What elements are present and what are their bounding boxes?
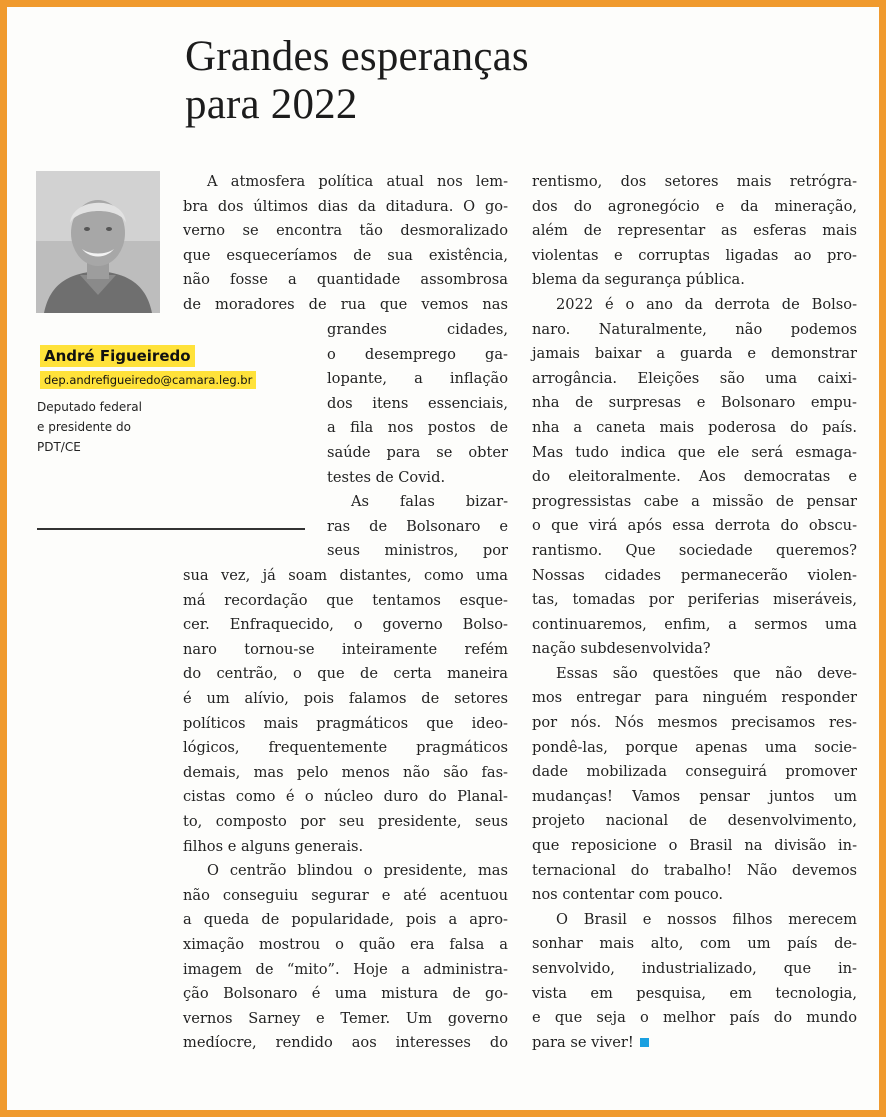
text-line: não fosse a quantidade assombrosa [183, 271, 508, 289]
text-line: grandes cidades, [327, 321, 508, 338]
author-role-line: PDT/CE [37, 440, 81, 454]
text-line: de moradores de rua que vemos nas [183, 295, 508, 313]
column-1-narrow [327, 318, 508, 564]
text-line: ção Bolsonaro é uma mistura de go- [183, 985, 508, 1003]
text-line: mos entregar para ninguém responder [532, 689, 857, 707]
text-line: blema da segurança pública. [532, 271, 745, 289]
text-line: não conseguiu segurar e até acentuou [183, 886, 508, 904]
text-line: nha a caneta mais poderosa do país. [532, 418, 857, 436]
author-role-line: Deputado federal [37, 400, 142, 414]
column-2 [532, 170, 857, 1055]
column-1-top [183, 170, 508, 318]
article-headline [185, 33, 529, 129]
text-line: o que virá após essa derrota do obscu- [532, 517, 857, 535]
text-line: violentas e corruptas ligadas ao pro- [532, 246, 857, 264]
text-line: ras de Bolsonaro e [327, 517, 508, 535]
text-line-final [532, 1031, 857, 1056]
text-line: dos itens essenciais, [327, 394, 508, 412]
text-line: progressistas cabe a missão de pensar [532, 492, 857, 510]
text-line: projeto nacional de desenvolvimento, [532, 812, 857, 830]
end-of-article-square-icon [640, 1038, 649, 1047]
text-line: rantismo. Que sociedade queremos? [532, 541, 857, 559]
text-line: Essas são questões que não deve- [556, 664, 857, 682]
text-line: dos do agronegócio e da mineração, [532, 197, 857, 215]
text-line: testes de Covid. [327, 468, 446, 486]
author-role-line: e presidente do [37, 420, 131, 434]
text-line: Nossas cidades permanecerão violen- [532, 566, 857, 584]
text-line: é um alívio, pois falamos de setores [183, 689, 508, 707]
text-line: vernos Sarney e Temer. Um governo [183, 1009, 508, 1027]
text-line: lógicos, frequentemente pragmáticos [183, 739, 508, 757]
text-line: nha de surpresas e Bolsonaro empu- [532, 394, 857, 412]
author-portrait-image [36, 171, 160, 313]
text-line: bra dos últimos dias da ditadura. O go- [183, 197, 508, 215]
text-line: medíocre, rendido aos interesses do [183, 1034, 508, 1052]
author-email: dep.andrefigueiredo@camara.leg.br [40, 371, 256, 389]
text-line: imagem de “mito”. Hoje a administra- [183, 960, 508, 978]
text-line: pondê-las, porque apenas uma socie- [532, 738, 857, 756]
headline-line-1: Grandes esperanças [185, 33, 529, 80]
text-line: O centrão blindou o presidente, mas [207, 862, 508, 880]
text-line: do centrão, o que de certa maneira [183, 665, 508, 683]
text-line: cistas como é o núcleo duro do Planal- [183, 788, 508, 806]
author-divider [37, 528, 305, 530]
text-line: e que seja o melhor país do mundo [532, 1009, 857, 1027]
text-line: a queda de popularidade, pois a apro- [183, 911, 508, 929]
text-line: verno se encontra tão desmoralizado [183, 222, 508, 240]
text-line: ximação mostrou o quão era falsa a [183, 935, 508, 953]
text-line: além de representar as esferas mais [532, 222, 857, 240]
text-line: continuaremos, enfim, a sermos uma [532, 615, 857, 633]
text-line: dade mobilizada conseguirá promover [532, 763, 857, 781]
text-line: arrogância. Eleições são uma caixi- [532, 369, 857, 387]
author-name: André Figueiredo [40, 345, 195, 367]
final-text: para se viver! [532, 1033, 634, 1051]
text-line: naro tornou-se inteiramente refém [183, 640, 508, 658]
text-line: naro. Naturalmente, não podemos [532, 320, 857, 338]
text-line: por nós. Nós mesmos precisamos res- [532, 714, 857, 732]
text-line: seus ministros, por [327, 542, 508, 560]
text-line: rentismo, dos setores mais retrógra- [532, 173, 857, 190]
text-line: que reposicione o Brasil na divisão in- [532, 837, 857, 855]
text-line: A atmosfera política atual nos lem- [207, 173, 508, 190]
text-line: políticos mais pragmáticos que ideo- [183, 714, 508, 732]
text-line: demais, mas pelo menos não são fas- [183, 763, 508, 781]
text-line: a fila nos postos de [327, 419, 508, 437]
text-line: cer. Enfraquecido, o governo Bolso- [183, 616, 508, 634]
text-line: nação subdesenvolvida? [532, 640, 711, 658]
column-1-bottom [183, 564, 508, 1056]
text-line: mudanças! Vamos pensar juntos um [532, 787, 857, 805]
text-line: vista em pesquisa, em tecnologia, [532, 984, 857, 1002]
text-line: do eleitoralmente. Aos democratas e [532, 468, 857, 486]
text-line: sonhar mais alto, com um país de- [532, 935, 857, 953]
text-line: 2022 é o ano da derrota de Bolso- [556, 295, 857, 313]
text-line: nos contentar com pouco. [532, 886, 724, 904]
text-line: má recordação que tentamos esque- [183, 591, 508, 609]
text-line: que esqueceríamos de sua existência, [183, 246, 508, 264]
text-line: o desemprego ga- [327, 345, 508, 363]
text-line: tas, tomadas por periferias miseráveis, [532, 591, 857, 609]
text-line: filhos e alguns generais. [183, 837, 364, 855]
author-role [37, 397, 187, 457]
text-line: Mas tudo indica que ele será esmaga- [532, 443, 857, 461]
text-line: senvolvido, industrializado, que in- [532, 960, 857, 977]
text-line: saúde para se obter [327, 443, 508, 461]
text-line: ternacional do trabalho! Não devemos [532, 861, 857, 879]
text-line: O Brasil e nossos filhos merecem [556, 910, 857, 928]
text-line: As falas bizar- [351, 493, 508, 511]
text-line: lopante, a inflação [327, 370, 508, 388]
headline-line-2: para 2022 [185, 81, 358, 128]
text-line: sua vez, já soam distantes, como uma [183, 567, 508, 584]
text-line: to, composto por seu presidente, seus [183, 812, 508, 830]
author-photo [36, 171, 160, 313]
text-line: jamais baixar a guarda e demonstrar [532, 345, 857, 363]
